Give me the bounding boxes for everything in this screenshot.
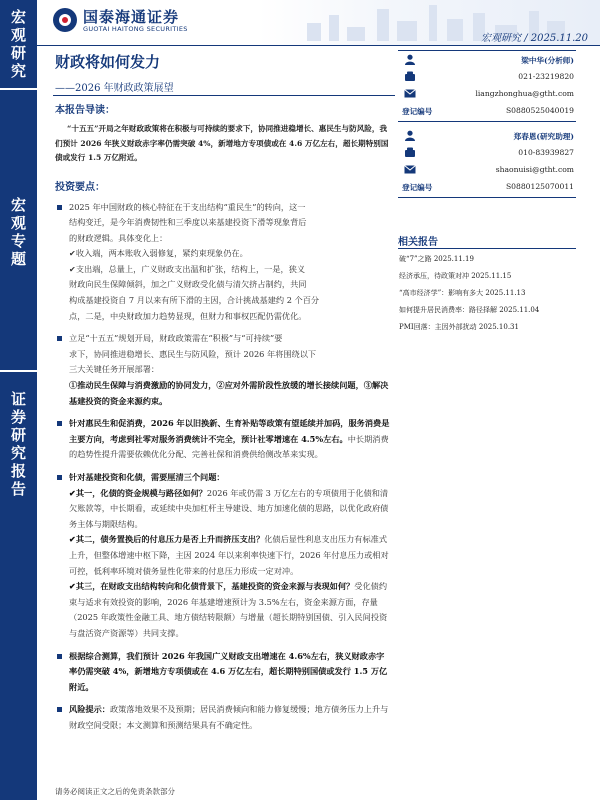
bullet-icon [57,475,62,480]
text-line: 立足“十五五”规划开局，财政政策需在“积极”与“可持续”要 [69,333,283,344]
key-point-paragraph [55,331,390,409]
text-line: ✔支出端，总量上，广义财政支出温和扩张，结构上，一是，狭义 [69,263,306,274]
bold-text: 根据综合测算，我们预计 2026 年我国广义财政支出增速在 4.6%左右，狭义财政赤字率仍需突破 4%，新增地方专项债或在 4.6 万亿左右，超长期特别国债或发行 1.5 万亿附近。 [69,650,388,692]
report-title: 财政将如何发力 [55,53,161,71]
body-text: 受化债约束与适求有效投资的影响，2026 年基建增速预计为 3.5%左右，资金来源方面，存量（2025 年政策性金融工具、地方债结转限额）与增量（超长期特别国债、引入民间投资与盘活资产资源等）共同支撑。 [69,581,388,638]
title-rule [53,95,395,96]
disclaimer-footer: 请务必阅读正文之后的免责条款部分 [55,787,175,796]
header-rule [37,45,600,46]
related-rule [398,248,576,249]
company-logo-icon [53,8,77,32]
key-points-heading: 投资要点： [55,181,105,193]
bold-text: 针对基建投资和化债，需要厘清三个问题： [69,472,225,482]
analyst-email-row [398,162,576,178]
sidebar-middle-section [0,196,37,268]
bold-text: 针对惠民生和促消费，2026 年以旧换新、生育补贴等政策有望延续并加码，服务消费是主要方向，考虑到社零对服务消费统计不完全，预计社零增速在 4.5%左右。 [69,418,390,444]
cert-label: 登记编号 [402,183,433,192]
email-icon [404,164,416,175]
bullet-icon [57,205,62,210]
analyst-phone-row [398,145,576,161]
skyline-building [307,23,321,41]
cert-label: 登记编号 [402,107,433,116]
text-line: 结构变迁，是今年消费韧性和三季度以来基建投资下滑等现象背后 [69,217,307,228]
sidebar-middle-label: 宏观专题 [10,196,26,268]
skyline-building [397,21,417,41]
related-report-link[interactable]: “高市经济学”：影响有多大 2025.11.13 [399,289,526,297]
key-point-paragraph [55,649,390,696]
text-line: 财政向民生保障倾斜，加之广义财政受化债与清欠挤占制约，共同 [69,279,307,290]
email-icon [404,88,416,99]
bold-text: ①推动民生保障与消费激励的协同发力，②应对外需阶段性放缓的增长接续问题，③解决基建投资的资金来源约束。 [69,380,389,406]
analyst-rule [398,50,576,51]
phone-icon [404,71,416,82]
text-line: 的财政逻辑。具体变化上： [69,232,168,243]
report-category-date: 宏观研究 / 2025.11.20 [481,33,588,44]
guide-summary: “十五五”开局之年财政政策将在积极与可持续的要求下，协同推进稳增长、惠民生与防风险，我们预计 2026 年狭义财政赤字率仍需突破 4%，新增地方专项债或在 4.6 万亿左右，超长期特别国债或发行 1.5 万亿附近。 [55,124,389,162]
analyst-name-row [398,128,576,144]
bold-text: ✔其三，在财政支出结构转向和化债背景下，基建投资的资金来源与表现如何？ [69,581,355,592]
body-text: 2026 年或仍需 3 万亿左右的专项债用于化债和清欠账款等，中长期看，或延续中央加杠杆主导建设、地方加速化债的思路，以优化政府债务主体与期限结构。 [69,487,389,529]
cert-number: S0880525040019 [505,106,574,115]
key-point-paragraph [55,416,390,463]
bullet-icon [57,707,62,712]
related-report-link[interactable]: PMI回落：主因外部扰动 2025.10.31 [399,323,519,331]
body-text: 中长期消费的趋势性提升需要依赖优化分配、完善社保和消费供给侧改革来实现。 [69,433,389,460]
page-header [37,0,600,45]
sidebar-bottom-label: 证券研究报告 [10,390,26,498]
guide-heading: 本报告导读： [55,105,115,116]
analyst-phone: 021-23219820 [518,72,574,81]
cert-number: S0880125070011 [505,182,574,191]
left-sidebar [0,0,37,800]
text-line: 2025 年中国财政的核心特征在于支出结构“重民生”的转向，这一 [69,201,306,212]
analyst-cert-row [398,179,576,195]
analyst-cert-row [398,103,576,119]
user-icon [404,54,416,65]
analyst-phone-row [398,69,576,85]
sidebar-divider [0,370,37,372]
analyst-email[interactable]: shaonuisi@gtht.com [495,165,574,174]
text-line: 三大关键任务开展部署： [69,364,160,375]
analyst-rule [398,121,576,122]
analyst-name: 梁中华(分析师) [521,56,574,65]
sidebar-bottom-section [0,390,37,498]
related-report-link[interactable]: 破“7”之路 2025.11.19 [399,255,474,263]
skyline-building [429,5,437,41]
sidebar-top-section [0,8,37,80]
user-icon [404,130,416,141]
text-line: 点，二是，中央财政加力趋势显现，但财力和事权匹配仍需优化。 [69,310,307,321]
sidebar-divider [0,88,37,90]
company-name: 国泰海通证券 [83,8,180,26]
key-point-paragraph [55,200,390,325]
analyst-name-row [398,52,576,68]
text-line: ✔收入端，两本账收入弱修复，紧约束现象仍在。 [69,248,248,259]
analyst-email[interactable]: liangzhonghua@gtht.com [475,89,574,98]
text-line: 构成基建投资自 7 月以来有所下滑的主因，合计挑战基建约 2 个百分 [69,295,320,306]
bold-text: ✔其二，债务置换后的付息压力是否上升而挤压支出？ [69,534,265,545]
phone-icon [404,147,416,158]
bullet-icon [57,336,62,341]
bullet-icon [57,654,62,659]
skyline-building [447,19,463,41]
analyst-name: 郑春恩(研究助理) [513,132,574,141]
sidebar-top-label: 宏观研究 [10,8,26,80]
related-report-link[interactable]: 经济承压，待政策对冲 2025.11.15 [399,272,512,280]
bullet-icon [57,421,62,426]
skyline-building [329,15,339,41]
text-line: 求下，协同推进稳增长、惠民生与防风险，预计 2026 年将围绕以下 [69,348,317,359]
key-point-paragraph [55,702,390,733]
body-text: 政策落地效果不及预期；居民消费倾向和能力修复缓慢；地方债务压力上升与财政空间受限；本文测算和预测结果具有不确定性。 [69,704,389,730]
analyst-phone: 010-83939827 [518,148,574,157]
key-point-paragraph [55,470,390,642]
body-text: 化债后显性利息支出压力有标准式上升，但整体增速中枢下降，主因 2024 年以来利率快速下行，2026 年付息压力或相对可控，低利率环境对债务显性化带来的付息压力形成一定对冲。 [69,534,389,576]
skyline-building [377,9,389,41]
related-report-link[interactable]: 如何提升居民消费率：路径择解 2025.11.04 [399,306,540,314]
main-content [55,101,390,734]
analyst-rule [398,197,576,198]
related-reports-heading: 相关报告 [398,237,438,248]
bold-text: 风险提示： [69,704,110,715]
company-name-en: GUOTAI HAITONG SECURITIES [83,25,188,33]
skyline-building [347,27,365,41]
bold-text: ✔其一，化债的资金规模与路径如何？ [69,487,207,498]
report-subtitle: ——2026 年财政政策展望 [55,83,174,94]
analyst-email-row [398,86,576,102]
